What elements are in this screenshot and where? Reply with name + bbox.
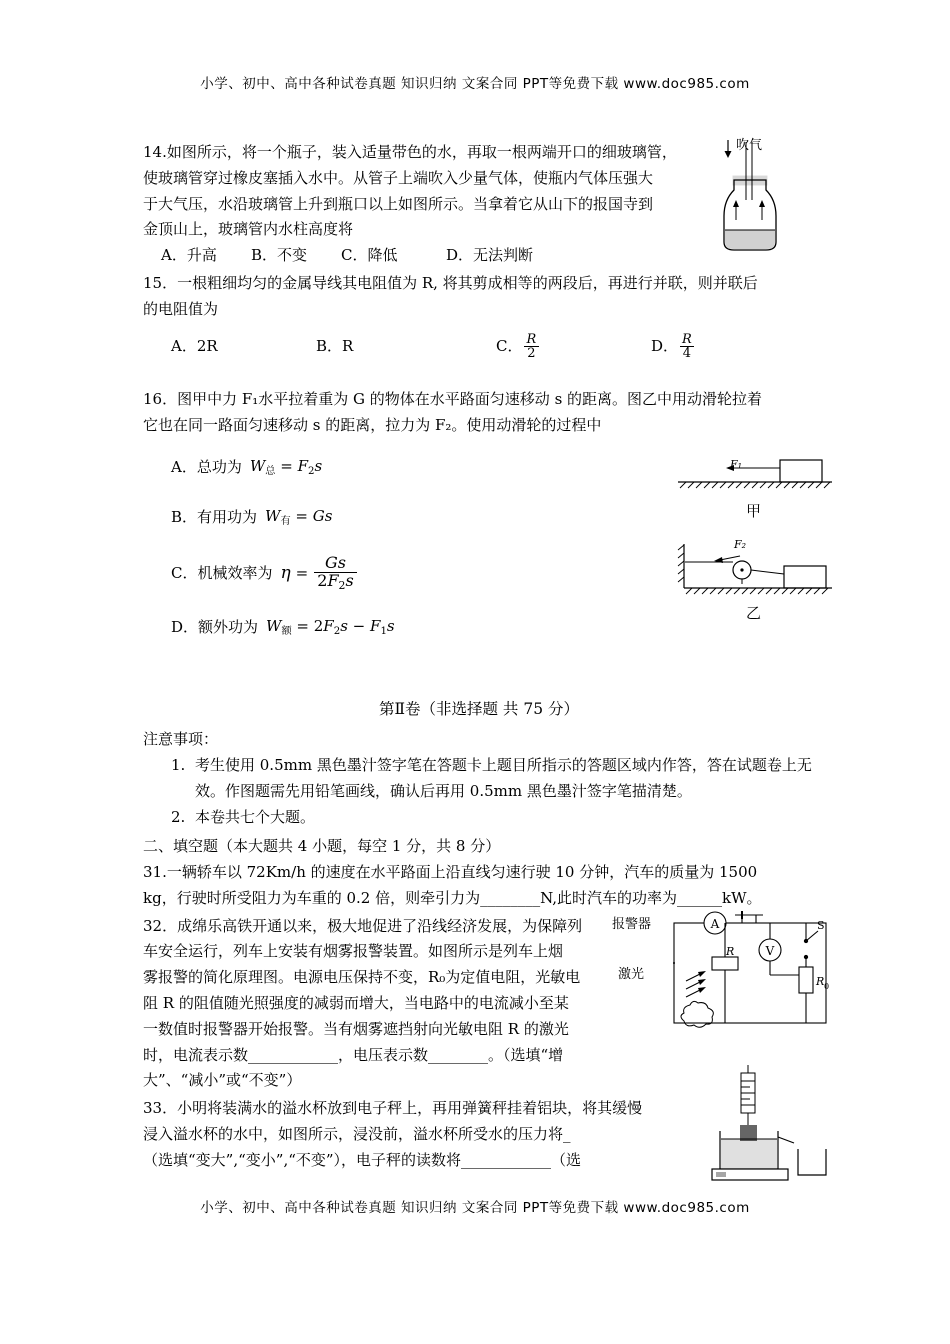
q14-line-1: 14.如图所示，将一个瓶子，装入适量带色的水，再取一根两端开口的细玻璃管，	[143, 143, 677, 161]
figure-bottle	[706, 138, 816, 258]
q16-option-a-label: A．总功为	[171, 457, 242, 476]
watermark-top: 小学、初中、高中各种试卷真题 知识归纳 文案合同 PPT等免费下载 www.doc985.com	[200, 76, 750, 92]
part2-title: 第Ⅱ卷（非选择题 共 75 分）	[378, 700, 580, 719]
notice-list	[143, 753, 815, 830]
q16-option-d-formula: $W_额 = 2F_2s - F_1s$	[266, 617, 395, 638]
q32-line-1: 32．成绵乐高铁开通以来，极大地促进了沿线经济发展，为保障列	[143, 916, 583, 935]
notice-label: 注意事项：	[143, 730, 219, 749]
q14-option-b[interactable]: B．不变	[251, 246, 308, 265]
q14-line-4: 金顶山上，玻璃管内水柱高度将	[143, 220, 354, 239]
q15-fraction-d: $\frac{R}{4}$	[679, 333, 695, 361]
q32-line-3: 雾报警的简化原理图。电源电压保持不变，R₀为定值电阻，光敏电	[143, 968, 581, 987]
bottle-diagram	[706, 138, 816, 258]
q14-option-c[interactable]: C．降低	[341, 246, 398, 265]
q32-line-7: 大”、“减小”或“不变”）	[143, 1071, 302, 1090]
q32-line-5: 一数值时报警器开始报警。当有烟雾遮挡射向光敏电阻 R 的激光	[143, 1019, 569, 1038]
q15-line-2: 的电阻值为	[143, 299, 219, 318]
alarm-label: 报警器	[612, 917, 652, 932]
q33-line-1: 33．小明将装满水的溢水杯放到电子秤上，再用弹簧秤挂着铝块，将其缓慢	[143, 1099, 643, 1118]
q31-line-1: 31.一辆轿车以 72Km/h 的速度在水平路面上沿直线匀速行驶 10 分钟，汽车的质量为 1500	[143, 863, 758, 882]
q33-line-2: 浸入溢水杯的水中，如图所示，浸没前，溢水杯所受水的压力将_	[143, 1125, 571, 1144]
q15-option-a[interactable]: A．2R	[171, 336, 218, 355]
svg-text:S: S	[817, 919, 825, 932]
figure-beaker	[700, 1065, 850, 1185]
q32-line-6: 时，电流表示数____________，电压表示数________。（选填“增	[143, 1045, 564, 1064]
q16-option-b-label: B．有用功为	[171, 507, 258, 526]
q15-option-c[interactable]: C． $\frac{R}{2}$	[496, 333, 651, 361]
q14-line-3: 于大气压，水沿玻璃管上升到瓶口以上如图所示。当拿着它从山下的报国寺到	[143, 194, 654, 213]
q32-line-4: 阻 R 的阻值随光照强度的减弱而增大，当电路中的电流减小至某	[143, 994, 569, 1013]
section-title-fill: 二、填空题（本大题共 4 小题，每空 1 分，共 8 分）	[143, 837, 501, 856]
notice-item-1: 1. 考生使用 0.5mm 黑色墨汁签字笔在答题卡上题目所指示的答题区域内作答，答在试题卷上无效。作图题需先用铅笔画线，确认后再用 0.5mm 黑色墨汁签字笔描清楚。	[171, 755, 812, 800]
figure-pulley-jia	[672, 448, 842, 528]
blow-label: 吹气	[736, 138, 763, 153]
circuit-diagram	[660, 905, 840, 1050]
svg-text:A: A	[710, 917, 720, 931]
svg-text:R: R	[816, 975, 825, 988]
q16-option-b-formula: $W_有 = Gs$	[265, 507, 333, 528]
figure-pulley-yi	[672, 540, 842, 640]
q16-option-a-formula: $W_总 = F_2s$	[249, 457, 323, 478]
beaker-diagram	[700, 1065, 850, 1185]
figure-circuit	[612, 905, 840, 1050]
q32-line-2: 车安全运行，列车上安装有烟雾报警装置。如图所示是列车上烟	[143, 942, 564, 961]
q15-option-b[interactable]: B．R	[316, 336, 354, 355]
yi-caption: 乙	[746, 604, 762, 622]
q16-option-c-formula: η = $\frac{Gs}{2F_2s}$	[280, 555, 357, 591]
q16-option-d-label: D．额外功为	[171, 617, 259, 636]
watermark-bottom: 小学、初中、高中各种试卷真题 知识归纳 文案合同 PPT等免费下载 www.doc985.com	[200, 1200, 750, 1216]
q31-line-2: kg，行驶时所受阻力为车重的 0.2 倍，则牵引力为________N,此时汽车的功率为______kW。	[143, 888, 762, 907]
svg-text:0: 0	[824, 982, 830, 991]
q14-option-a[interactable]: A．升高	[161, 246, 217, 265]
svg-text:R: R	[726, 945, 735, 958]
yi-force-label: F₂	[734, 538, 747, 551]
jia-force-label: F₁	[730, 458, 743, 471]
q15-line-1: 15．一根粗细均匀的金属导线其电阻值为 R, 将其剪成相等的两段后，再进行并联，则并联后	[143, 273, 758, 292]
q15-option-d[interactable]: D． $\frac{R}{4}$	[651, 333, 696, 361]
question-15	[143, 271, 815, 361]
q16-option-c-label: C．机械效率为	[171, 563, 273, 582]
q16-line-1: 16．图甲中力 F₁水平拉着重为 G 的物体在水平路面匀速移动 s 的距离。图乙中用动滑轮拉着	[143, 389, 763, 408]
q16-line-2: 它也在同一路面匀速移动 s 的距离，拉力为 F₂。使用动滑轮的过程中	[143, 415, 602, 434]
laser-label: 激光	[618, 967, 645, 982]
q14-option-d[interactable]: D．无法判断	[446, 246, 534, 265]
yi-diagram	[672, 540, 842, 640]
q33-line-3: （选填“变大”,“变小”,“不变”），电子秤的读数将____________（选	[143, 1150, 582, 1169]
q15-fraction-c: $\frac{R}{2}$	[523, 333, 539, 361]
question-33	[143, 1096, 703, 1173]
svg-text:V: V	[765, 944, 775, 958]
q14-line-2: 使玻璃管穿过橡皮塞插入水中。从管子上端吹入少量气体，使瓶内气体压强大	[143, 168, 654, 187]
question-32	[143, 914, 673, 1095]
notice-item-2: 2. 本卷共七个大题。	[171, 807, 316, 826]
jia-caption: 甲	[746, 502, 762, 520]
question-31	[143, 860, 815, 912]
q15-options	[171, 333, 815, 361]
